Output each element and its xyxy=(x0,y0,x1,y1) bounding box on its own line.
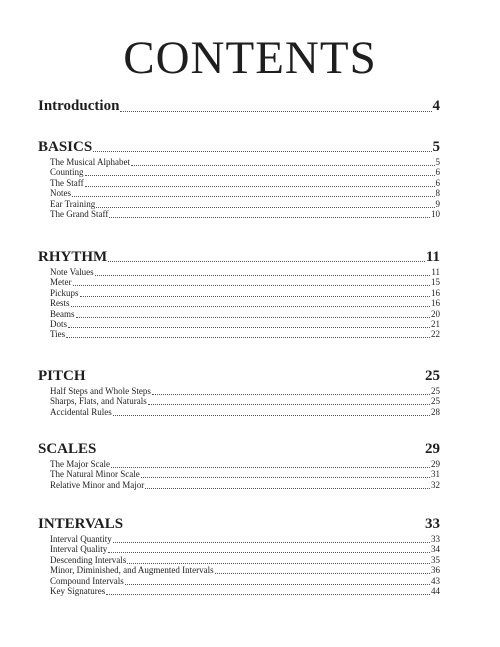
dot-leader xyxy=(76,317,431,318)
toc-entry-page: 28 xyxy=(431,406,440,417)
toc-entry-label: Ear Training xyxy=(50,198,96,209)
dot-leader xyxy=(80,296,430,297)
toc-entry-label: Compound Intervals xyxy=(50,575,124,586)
toc-section-basics[interactable] xyxy=(38,138,440,156)
toc-entry[interactable] xyxy=(50,277,440,288)
toc-entry[interactable] xyxy=(50,199,440,210)
toc-introduction-label: Introduction xyxy=(38,98,120,114)
dot-leader xyxy=(71,306,430,307)
toc-entry-label: Relative Minor and Major xyxy=(50,479,145,490)
toc-entry[interactable] xyxy=(50,586,440,597)
toc-section-pitch[interactable] xyxy=(38,367,440,385)
toc-entry-label: The Grand Staff xyxy=(50,209,109,219)
toc-entry-page: 9 xyxy=(435,198,440,209)
toc-entry-page: 8 xyxy=(435,188,440,199)
toc-entry-page: 16 xyxy=(431,287,440,298)
toc-entry-page: 34 xyxy=(431,544,440,555)
dot-leader xyxy=(113,542,430,543)
toc-entry-label: Sharps, Flats, and Naturals xyxy=(50,396,147,407)
toc-entry-page: 20 xyxy=(431,308,440,319)
dot-leader xyxy=(95,275,431,276)
toc-entry-label: Note Values xyxy=(50,267,94,277)
dot-leader xyxy=(106,594,430,595)
toc-section-page: 29 xyxy=(425,441,440,457)
toc-section-rhythm[interactable] xyxy=(38,248,440,266)
toc-entry-page: 16 xyxy=(431,298,440,309)
toc-entry[interactable] xyxy=(50,459,440,470)
toc-entry[interactable] xyxy=(50,309,440,320)
dot-leader xyxy=(85,175,435,176)
toc-entry-label: Rests xyxy=(50,298,70,309)
dot-leader xyxy=(113,415,430,416)
dot-leader xyxy=(93,151,431,152)
dot-leader xyxy=(111,467,430,468)
toc-section-page: 11 xyxy=(425,249,440,265)
dot-leader xyxy=(109,217,430,218)
toc-entry-page: 11 xyxy=(431,267,440,277)
toc-entry[interactable] xyxy=(50,319,440,330)
toc-entry-label: Meter xyxy=(50,277,72,288)
toc-entry-page: 36 xyxy=(431,565,440,576)
toc-entry-label: Interval Quantity xyxy=(50,534,112,544)
toc-entry[interactable] xyxy=(50,534,440,545)
toc-entry-page: 5 xyxy=(435,157,440,167)
dot-leader xyxy=(108,261,425,262)
dot-leader xyxy=(148,404,430,405)
toc-entry-page: 6 xyxy=(435,177,440,188)
toc-entry-label: Notes xyxy=(50,188,71,199)
toc-entry-label: Minor, Diminished, and Augmented Intervals xyxy=(50,565,214,576)
toc-introduction[interactable] xyxy=(38,97,440,115)
toc-entry-page: 32 xyxy=(431,479,440,490)
toc-entry[interactable] xyxy=(50,555,440,566)
toc-entry[interactable] xyxy=(50,480,440,491)
toc-entry-page: 33 xyxy=(431,534,440,544)
toc-section-label: SCALES xyxy=(38,441,97,457)
toc-entry[interactable] xyxy=(50,329,440,340)
dot-leader xyxy=(96,207,434,208)
toc-entry[interactable] xyxy=(50,209,440,220)
toc-entry[interactable] xyxy=(50,178,440,189)
toc-entry[interactable] xyxy=(50,188,440,199)
toc-entry-label: Key Signatures xyxy=(50,586,106,596)
toc-entry-page: 29 xyxy=(431,459,440,469)
page-title: CONTENTS xyxy=(123,32,377,84)
dot-leader xyxy=(127,563,430,564)
toc-entry-label: The Natural Minor Scale xyxy=(50,469,140,480)
toc-entry-page: 6 xyxy=(435,167,440,178)
toc-entry-page: 22 xyxy=(431,329,440,340)
toc-entry-page: 31 xyxy=(431,469,440,480)
toc-entry-label: The Musical Alphabet xyxy=(50,157,130,167)
toc-section-page: 25 xyxy=(425,368,440,384)
dot-leader xyxy=(215,573,430,574)
toc-entry-label: The Major Scale xyxy=(50,459,110,469)
toc-section-label: RHYTHM xyxy=(38,249,108,265)
dot-leader xyxy=(68,327,430,328)
toc-introduction-page: 4 xyxy=(432,98,440,114)
toc-section-page: 33 xyxy=(425,516,440,532)
toc-entry[interactable] xyxy=(50,288,440,299)
toc-entry-label: Accidental Rules xyxy=(50,406,112,417)
toc-entry[interactable] xyxy=(50,386,440,397)
dot-leader xyxy=(131,165,435,166)
toc-entry-label: Ties xyxy=(50,329,66,340)
toc-entry-page: 43 xyxy=(431,575,440,586)
toc-entry[interactable] xyxy=(50,469,440,480)
toc-entry[interactable] xyxy=(50,157,440,168)
dot-leader xyxy=(125,584,430,585)
toc-entry[interactable] xyxy=(50,565,440,576)
toc-section-scales[interactable] xyxy=(38,440,440,458)
toc-entry[interactable] xyxy=(50,407,440,418)
toc-entry[interactable] xyxy=(50,267,440,278)
dot-leader xyxy=(152,394,430,395)
toc-entry-label: The Staff xyxy=(50,177,84,188)
toc-entry-page: 44 xyxy=(431,586,440,596)
toc-entry-page: 25 xyxy=(431,396,440,407)
toc-entry-label: Descending Intervals xyxy=(50,554,127,565)
dot-leader xyxy=(145,488,430,489)
toc-entry-label: Pickups xyxy=(50,287,79,298)
dot-leader xyxy=(73,285,431,286)
toc-entry-page: 15 xyxy=(431,277,440,288)
toc-entry-page: 35 xyxy=(431,554,440,565)
dot-leader xyxy=(108,552,430,553)
toc-entry-label: Half Steps and Whole Steps xyxy=(50,386,151,396)
toc-entry-page: 10 xyxy=(431,209,440,219)
toc-entry-page: 21 xyxy=(431,319,440,329)
toc-entry[interactable] xyxy=(50,167,440,178)
toc-entry[interactable] xyxy=(50,298,440,309)
toc-section-label: PITCH xyxy=(38,368,86,384)
toc-entry[interactable] xyxy=(50,396,440,407)
toc-section-label: BASICS xyxy=(38,139,93,155)
toc-section-intervals[interactable] xyxy=(38,515,440,533)
toc-section-label: INTERVALS xyxy=(38,516,124,532)
dot-leader xyxy=(66,337,430,338)
toc-section-page: 5 xyxy=(432,139,440,155)
dot-leader xyxy=(72,196,435,197)
toc-entry-label: Dots xyxy=(50,319,68,329)
dot-leader xyxy=(120,111,431,112)
toc-entry[interactable] xyxy=(50,576,440,587)
dot-leader xyxy=(141,477,430,478)
toc-entry-page: 25 xyxy=(431,386,440,396)
toc-entry-label: Interval Quality xyxy=(50,544,108,555)
toc-entry-label: Counting xyxy=(50,167,84,178)
dot-leader xyxy=(85,186,435,187)
toc-entry[interactable] xyxy=(50,544,440,555)
toc-entry-label: Beams xyxy=(50,308,75,319)
